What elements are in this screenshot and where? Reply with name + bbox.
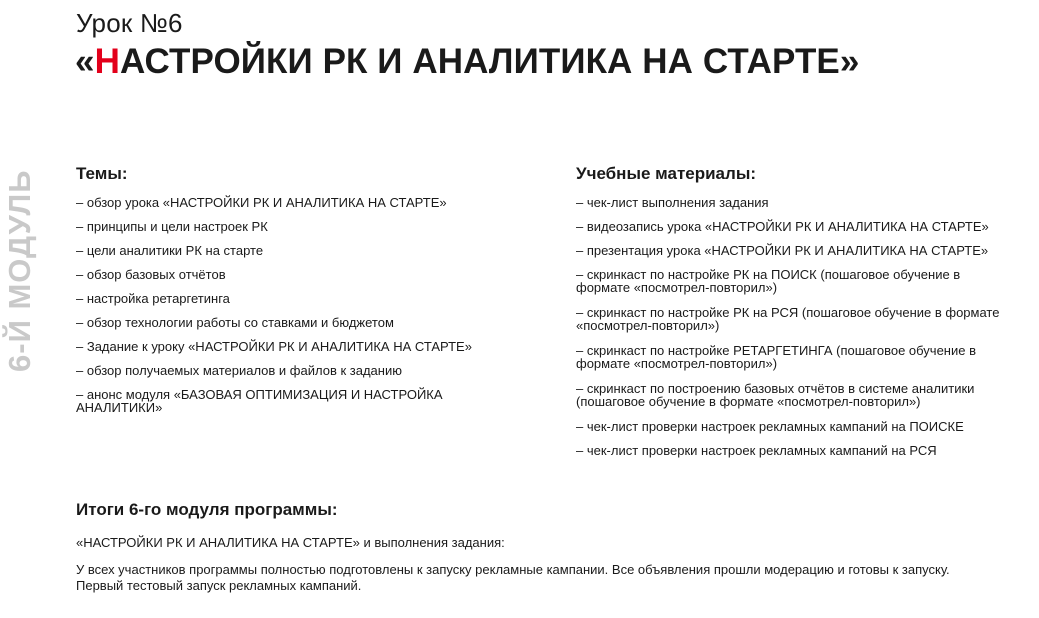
module-vertical-label: 6-Й МОДУЛЬ [2, 169, 37, 372]
results-intro: «НАСТРОЙКИ РК И АНАЛИТИКА НА СТАРТЕ» и выполнения задания: [76, 535, 505, 550]
topic-item: – принципы и цели настроек РК [76, 219, 268, 234]
topic-item: – анонс модуля «БАЗОВАЯ ОПТИМИЗАЦИЯ И НАСТРОЙКА АНАЛИТИКИ» [76, 387, 443, 415]
topics-heading: Темы: [76, 164, 128, 183]
materials-heading: Учебные материалы: [576, 164, 756, 183]
material-item: – скринкаст по настройке РЕТАРГЕТИНГА (пошаговое обучение в формате «посмотрел-повторил») [576, 343, 976, 371]
materials-list [576, 196, 1039, 468]
title-accent-letter: Н [94, 42, 120, 81]
topic-item: – обзор технологии работы со ставками и бюджетом [76, 315, 394, 330]
material-item: – чек-лист проверки настроек рекламных кампаний на ПОИСКЕ [576, 419, 964, 434]
topic-item: – настройка ретаргетинга [76, 291, 230, 306]
material-item: – чек-лист выполнения задания [576, 195, 769, 210]
results-heading: Итоги 6-го модуля программы: [76, 500, 338, 519]
topic-item: – обзор получаемых материалов и файлов к заданию [76, 363, 402, 378]
topic-item: – обзор базовых отчётов [76, 267, 226, 282]
topic-item: – цели аналитики РК на старте [76, 243, 264, 258]
material-item: – скринкаст по настройке РК на ПОИСК (пошаговое обучение в формате «посмотрел-повторил») [576, 267, 961, 295]
title-rest: АСТРОЙКИ РК И АНАЛИТИКА НА СТАРТЕ» [119, 42, 860, 81]
lesson-title [75, 42, 859, 82]
material-item: – видеозапись урока «НАСТРОЙКИ РК И АНАЛИТИКА НА СТАРТЕ» [576, 219, 989, 234]
lesson-label: Урок №6 [76, 8, 183, 38]
material-item: – скринкаст по построению базовых отчётов в системе аналитики (пошаговое обучение в формате «посмотрел-повторил») [576, 381, 975, 409]
title-open-quote: « [75, 42, 95, 81]
topics-list [76, 196, 526, 425]
results-body: У всех участников программы полностью подготовлены к запуску рекламные кампании. Все объявления прошли модерацию и готовы к запуску. Первый тестовый запуск рекламных кампаний. [76, 562, 950, 593]
material-item: – презентация урока «НАСТРОЙКИ РК И АНАЛИТИКА НА СТАРТЕ» [576, 243, 989, 258]
topic-item: – обзор урока «НАСТРОЙКИ РК И АНАЛИТИКА НА СТАРТЕ» [76, 195, 447, 210]
topic-item: – Задание к уроку «НАСТРОЙКИ РК И АНАЛИТИКА НА СТАРТЕ» [76, 339, 472, 354]
material-item: – чек-лист проверки настроек рекламных кампаний на РСЯ [576, 443, 937, 458]
material-item: – скринкаст по настройке РК на РСЯ (пошаговое обучение в формате «посмотрел-повторил») [576, 305, 1000, 333]
